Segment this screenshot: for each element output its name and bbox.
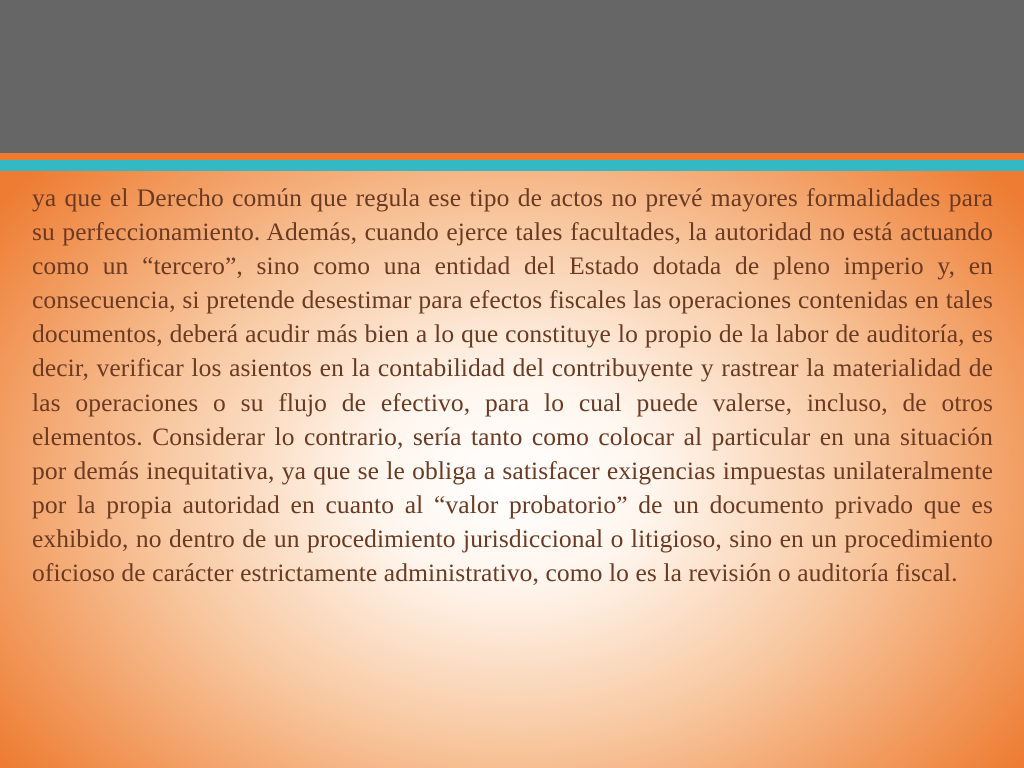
- slide-content-area: [0, 171, 1024, 768]
- accent-stripe-teal: [0, 160, 1024, 171]
- accent-stripe-orange: [0, 153, 1024, 160]
- header-band: [0, 0, 1024, 153]
- slide-body-text: ya que el Derecho común que regula ese tipo de actos no prevé mayores formalidades para su perfeccionamiento. Además, cuando ejerce tales facultades, la autoridad no está actuando como un “tercero”, sino como una entidad del Estado dotada de pleno imperio y, en consecuencia, si pretende desestimar para efectos fiscales las operaciones contenidas en tales documentos, deberá acudir más bien a lo que constituye lo propio de la labor de auditoría, es decir, verificar los asientos en la contabilidad del contribuyente y rastrear la materialidad de las operaciones o su flujo de efectivo, para lo cual puede valerse, incluso, de otros elementos. Considerar lo contrario, sería tanto como colocar al particular en una situación por demás inequitativa, ya que se le obliga a satisfacer exigencias impuestas unilateralmente por la propia autoridad en cuanto al “valor probatorio” de un documento privado que es exhibido, no dentro de un procedimiento jurisdiccional o litigioso, sino en un procedimiento oficioso de carácter estrictamente administrativo, como lo es la revisión o auditoría fiscal.: [32, 183, 993, 588]
